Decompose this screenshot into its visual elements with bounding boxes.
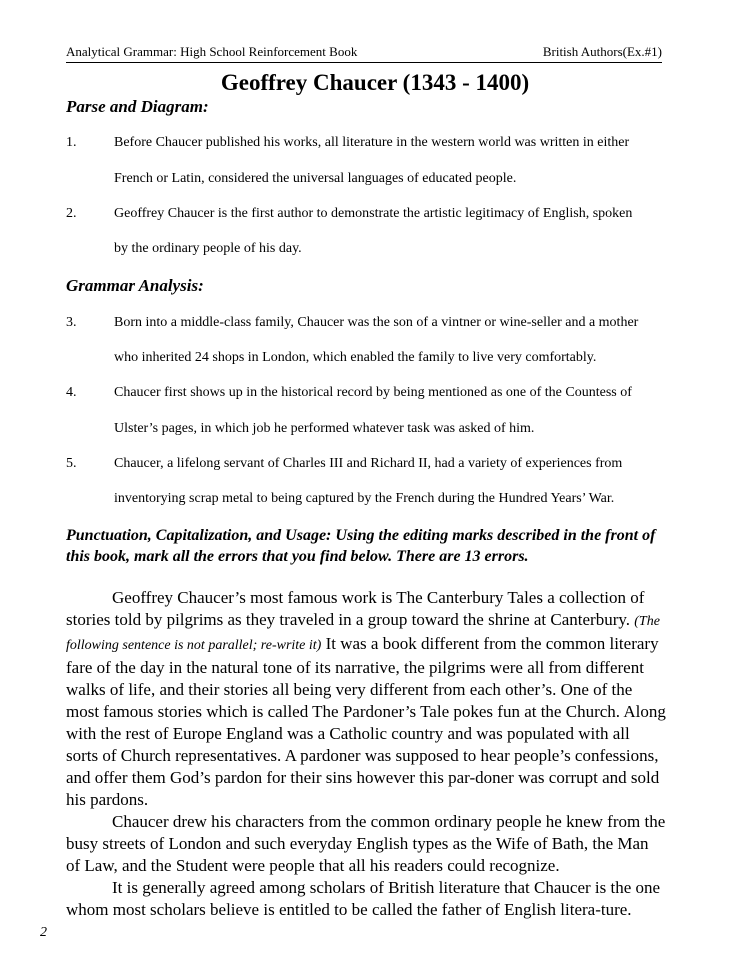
item-line: Before Chaucer published his works, all literature in the western world was written in either: [114, 135, 630, 150]
item-number: 2.: [66, 206, 77, 221]
item-line: Chaucer first shows up in the historical record by being mentioned as one of the Countess of: [114, 385, 632, 400]
item-line: who inherited 24 shops in London, which enabled the family to live very comfortably.: [114, 350, 597, 365]
parse-heading: Parse and Diagram:: [66, 97, 209, 116]
passage-paragraph: It is generally agreed among scholars of British literature that Chaucer is the one whom most scholars believe is entitled to be called the father of English litera-ture.: [66, 878, 661, 919]
grammar-heading: Grammar Analysis:: [66, 276, 204, 295]
passage: [66, 587, 666, 921]
item-line: Ulster’s pages, in which job he performed whatever task was asked of him.: [114, 421, 535, 436]
item-line: Born into a middle-class family, Chaucer was the son of a vintner or wine-seller and a mother: [114, 315, 639, 330]
item-line: by the ordinary people of his day.: [114, 241, 302, 256]
passage-paragraph: [66, 587, 666, 811]
passage-text: Geoffrey Chaucer’s most famous work is The Canterbury Tales a collection of stories told by pilgrims as they traveled in a group toward the shrine at Canterbury.: [66, 588, 645, 629]
item-line: French or Latin, considered the universal languages of educated people.: [114, 171, 517, 186]
item-number: 1.: [66, 135, 77, 150]
page-header: [66, 44, 662, 63]
item-line: inventorying scrap metal to being captured by the French during the Hundred Years’ War.: [114, 491, 615, 506]
passage-text: It was a book different from the common literary fare of the day in the natural tone of its narrative, the pilgrims were all from different walks of life, and their stories all being very different from each other’s. One of the most famous stories which is called The Pardoner’s Tale pokes fun at the Church. Along with the rest of Europe England was a Catholic country and was populated with all sorts of Church representatives. A pardoner was supposed to hear people’s confessions, and offer them God’s pardon for their sins however this par-doner was corrupt and sold his pardons.: [66, 634, 666, 809]
page-title: Geoffrey Chaucer (1343 - 1400): [220, 70, 530, 95]
passage-paragraph: Chaucer drew his characters from the common ordinary people he knew from the busy streets of London and such everyday English types as the Wife of Bath, the Man of Law, and the Student were people that all his readers could recognize.: [66, 812, 666, 875]
page-number: 2: [40, 925, 47, 940]
header-exercise: British Authors(Ex.#1): [542, 44, 662, 59]
item-number: 5.: [66, 456, 77, 471]
item-line: Geoffrey Chaucer is the first author to demonstrate the artistic legitimacy of English, spoken: [114, 206, 633, 221]
pcu-instructions: Punctuation, Capitalization, and Usage: Using the editing marks described in the front of this book, mark all the errors that you find below. There are 13 errors.: [66, 527, 656, 565]
item-number: 4.: [66, 385, 77, 400]
item-number: 3.: [66, 315, 77, 330]
header-book-title: Analytical Grammar: High School Reinforcement Book: [66, 44, 358, 59]
item-line: Chaucer, a lifelong servant of Charles III and Richard II, had a variety of experiences from: [114, 456, 623, 471]
rewrite-note: (The following sentence is not parallel; re-write it): [66, 614, 660, 653]
